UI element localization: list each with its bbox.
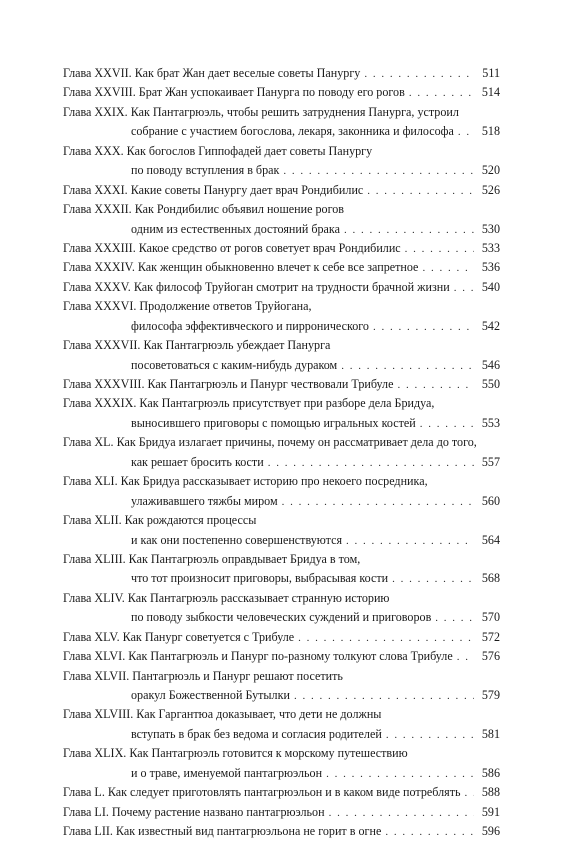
dot-leader (283, 162, 474, 181)
toc-entry-text: Глава XL. Как Бридуа излагает причины, почему он рассматривает дела до того, (63, 435, 477, 450)
dot-leader (465, 784, 475, 803)
dot-leader (268, 454, 474, 473)
dot-leader (422, 259, 474, 278)
toc-entry-title-line (63, 258, 500, 277)
toc-entry-continuation-line (63, 414, 500, 433)
toc-entry-text: Глава XLII. Как рождаются процессы (63, 513, 257, 528)
toc-entry-text: Глава XXXII. Как Рондибилис объявил ношение рогов (63, 202, 344, 217)
toc-entry-text: Глава XXXIX. Как Пантагрюэль присутствует при разборе дела Бридуа, (63, 396, 435, 411)
toc-entry (63, 142, 500, 181)
toc-entry-title-line (63, 142, 500, 161)
toc-entry-text: Глава XLVI. Как Пантагрюэль и Панург по-разному толкуют слова Трибуле (63, 649, 453, 664)
toc-page-number: 526 (481, 182, 500, 197)
toc-entry (63, 297, 500, 336)
toc-entry-text: Глава XLIII. Как Пантагрюэль оправдывает Бридуа в том, (63, 551, 361, 566)
dot-leader (385, 823, 474, 842)
toc-entry-text: Глава XXVII. Как брат Жан дает веселые советы Панургу (63, 66, 361, 80)
toc-entry-text: Глава XLVII. Пантагрюэль и Панург решают посетить (63, 668, 343, 683)
toc-entry-text: одним из естественных достояний брака (131, 221, 340, 236)
toc-page-number: 546 (481, 357, 500, 372)
toc-page-number: 557 (481, 454, 500, 469)
toc-entry-title-line (63, 278, 500, 297)
dot-leader (346, 532, 474, 551)
toc-entry-title-line (63, 589, 500, 608)
toc-entry-text: философа эффективческого и пирронического (131, 318, 369, 333)
toc-entry-text: Глава XLV. Как Панург советуется с Трибуле (63, 629, 295, 644)
toc-entry-title-line (63, 297, 500, 316)
dot-leader (457, 648, 474, 667)
toc-entry-title-line (63, 472, 500, 491)
toc-entry-title-line (63, 394, 500, 413)
toc-entry (63, 394, 500, 433)
toc-entry (63, 628, 500, 647)
dot-leader (405, 240, 474, 259)
dot-leader (458, 123, 474, 142)
toc-entry (63, 433, 500, 472)
dot-leader (282, 493, 474, 512)
toc-entry-text: Глава LI. Почему растение названо пантагрюэльон (63, 804, 325, 819)
toc-entry (63, 83, 500, 102)
dot-leader (397, 376, 474, 395)
dot-leader (329, 804, 474, 823)
toc-page-number: 596 (481, 824, 500, 839)
dot-leader (367, 182, 474, 201)
toc-entry-text: Глава XXX. Как богослов Гиппофадей дает советы Панургу (63, 143, 373, 158)
toc-entry-continuation-line (63, 161, 500, 180)
toc-entry-text: Глава XXIX. Как Пантагрюэль, чтобы решить затруднения Панурга, устроил (63, 104, 459, 119)
toc-entry (63, 258, 500, 277)
toc-entry (63, 744, 500, 783)
toc-page-number: 564 (481, 532, 500, 547)
toc-entry-continuation-line (63, 220, 500, 239)
toc-entry-text: как решает бросить кости (131, 454, 264, 469)
toc-entry-title-line (63, 667, 500, 686)
toc-page-number: 588 (481, 785, 500, 800)
dot-leader (454, 279, 474, 298)
toc-entry-title-line (63, 705, 500, 724)
toc-page-number: 572 (481, 629, 500, 644)
toc-entry-title-line (63, 628, 500, 647)
toc-page-number: 579 (481, 688, 500, 702)
dot-leader (409, 84, 474, 103)
dot-leader (364, 65, 474, 84)
toc-entry-text: Глава XXXV. Как философ Труйоган смотрит на трудности брачной жизни (63, 279, 450, 294)
toc-entry (63, 278, 500, 297)
toc-entry-title-line (63, 822, 500, 841)
dot-leader (341, 357, 474, 376)
toc-entry-title-line (63, 433, 500, 452)
toc-entry-text: посоветоваться с каким-нибудь дураком (131, 357, 338, 372)
dot-leader (435, 609, 474, 628)
toc-entry-title-line (63, 83, 500, 102)
dot-leader (344, 221, 474, 240)
toc-entry-text: Глава XXXVI. Продолжение ответов Труйогана, (63, 299, 312, 314)
toc-entry-text: оракул Божественной Бутылки (131, 688, 290, 702)
toc-entry (63, 822, 500, 841)
toc-page-number: 568 (481, 571, 500, 586)
toc-entry-title-line (63, 200, 500, 219)
toc-entry-text: по поводу зыбкости человеческих суждений и приговоров (131, 610, 432, 625)
dot-leader (326, 765, 474, 784)
toc-entry-title-line (63, 64, 500, 83)
toc-entry-text: Глава LII. Как известный вид пантагрюэльона не горит в огне (63, 824, 382, 839)
toc-entry-text: собрание с участием богослова, лекаря, законника и философа (131, 124, 454, 139)
toc-entry-text: Глава XLIV. Как Пантагрюэль рассказывает странную историю (63, 590, 390, 605)
dot-leader (420, 415, 474, 434)
dot-leader (386, 726, 474, 745)
toc-entry-text: Глава XXXI. Какие советы Панургу дает врач Рондибилис (63, 182, 364, 197)
toc-entry-text: и о траве, именуемой пантагрюэльон (131, 765, 323, 780)
toc-entry-title-line (63, 744, 500, 763)
toc-entry-title-line (63, 375, 500, 394)
toc-entry-title-line (63, 803, 500, 822)
dot-leader (392, 570, 474, 589)
toc-entry (63, 181, 500, 200)
toc-entry-text: Глава XLVIII. Как Гаргантюа доказывает, что дети не должны (63, 707, 382, 722)
toc-entry-title-line (63, 181, 500, 200)
toc-entry (63, 589, 500, 628)
toc-entry (63, 667, 500, 706)
table-of-contents (63, 64, 500, 842)
toc-entry (63, 200, 500, 239)
dot-leader (294, 687, 474, 706)
toc-page-number: 591 (481, 804, 500, 819)
toc-page-number: 581 (481, 726, 500, 741)
toc-page-number: 518 (481, 124, 500, 139)
toc-entry-text: что тот произносит приговоры, выбрасывая кости (131, 571, 389, 586)
toc-entry-title-line (63, 103, 500, 122)
toc-entry-continuation-line (63, 317, 500, 336)
toc-entry-text: и как они постепенно совершенствуются (131, 532, 343, 547)
toc-page-number: 553 (481, 415, 500, 430)
toc-entry (63, 375, 500, 394)
toc-entry-text: Глава XLI. Как Бридуа рассказывает историю про некоего посредника, (63, 474, 428, 489)
toc-entry-continuation-line (63, 725, 500, 744)
toc-entry (63, 103, 500, 142)
toc-entry-continuation-line (63, 531, 500, 550)
toc-entry-text: Глава XXXVIII. Как Пантагрюэль и Панург чествовали Трибуле (63, 377, 394, 391)
toc-page-number: 576 (481, 649, 500, 664)
toc-page-number: 514 (481, 85, 500, 100)
toc-entry-text: улаживавшего тяжбы миром (131, 493, 278, 508)
toc-page-number: 530 (481, 221, 500, 236)
toc-entry-text: Глава XXXIV. Как женщин обыкновенно влечет к себе все запретное (63, 260, 419, 275)
toc-page-number: 550 (481, 377, 500, 391)
toc-entry-title-line (63, 511, 500, 530)
toc-page-number: 533 (481, 240, 500, 255)
toc-page-number: 560 (481, 493, 500, 508)
toc-entry-text: выносившего приговоры с помощью игральных костей (131, 415, 416, 430)
toc-entry (63, 239, 500, 258)
toc-page-number: 542 (481, 318, 500, 333)
toc-page-number: 570 (481, 610, 500, 625)
toc-entry-title-line (63, 550, 500, 569)
dot-leader (298, 629, 474, 648)
toc-entry (63, 64, 500, 83)
toc-entry-title-line (63, 239, 500, 258)
toc-entry-continuation-line (63, 608, 500, 627)
toc-entry-text: вступать в брак без ведома и согласия родителей (131, 726, 382, 741)
toc-entry-continuation-line (63, 492, 500, 511)
toc-entry-text: Глава XLIX. Как Пантагрюэль готовится к морскому путешествию (63, 746, 408, 761)
toc-entry (63, 647, 500, 666)
toc-entry (63, 550, 500, 589)
toc-entry (63, 336, 500, 375)
toc-page-number: 586 (481, 765, 500, 780)
toc-entry-continuation-line (63, 569, 500, 588)
toc-entry-continuation-line (63, 453, 500, 472)
toc-page-number: 536 (481, 260, 500, 275)
toc-entry-title-line (63, 647, 500, 666)
toc-entry-continuation-line (63, 122, 500, 141)
toc-entry (63, 803, 500, 822)
toc-entry-continuation-line (63, 686, 500, 705)
toc-entry-continuation-line (63, 764, 500, 783)
toc-entry-text: по поводу вступления в брак (131, 163, 280, 178)
dot-leader (373, 318, 474, 337)
toc-page-number: 540 (481, 279, 500, 294)
toc-entry-text: Глава L. Как следует приготовлять пантагрюэльон и в каком виде потреблять (63, 785, 461, 800)
toc-entry (63, 705, 500, 744)
toc-entry-text: Глава XXVIII. Брат Жан успокаивает Панурга по поводу его рогов (63, 85, 405, 100)
toc-page-number: 520 (481, 163, 500, 178)
toc-page-number: 511 (482, 66, 500, 80)
toc-entry-continuation-line (63, 356, 500, 375)
toc-entry-text: Глава XXXVII. Как Пантагрюэль убеждает Панурга (63, 338, 331, 353)
toc-entry (63, 472, 500, 511)
toc-entry-title-line (63, 336, 500, 355)
toc-entry (63, 511, 500, 550)
toc-entry-text: Глава XXXIII. Какое средство от рогов советует врач Рондибилис (63, 240, 401, 255)
